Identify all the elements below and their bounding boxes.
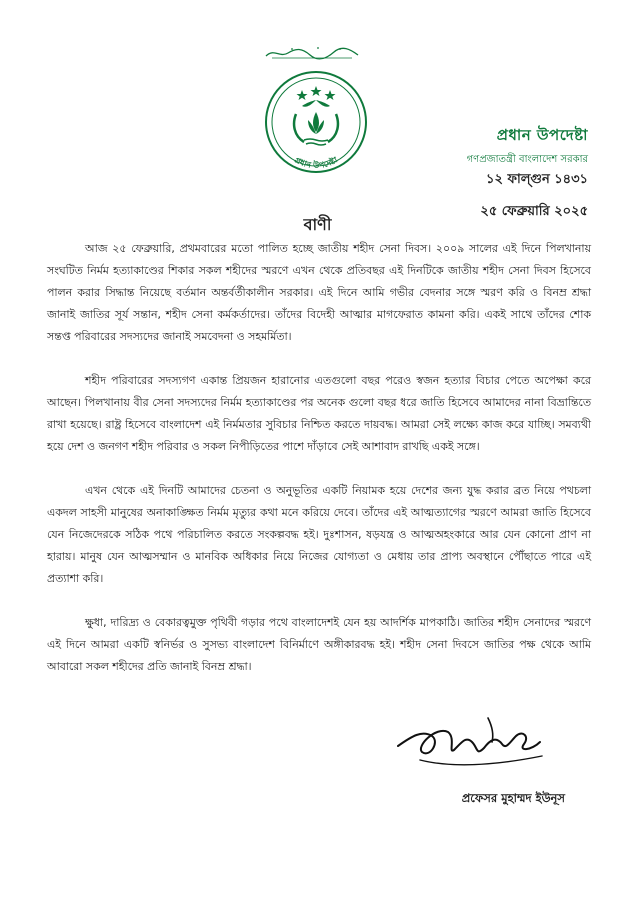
svg-text:প্রধান উপদেষ্টা [293, 154, 340, 170]
seal-text: প্রধান উপদেষ্টা [292, 155, 340, 171]
paragraph-1: আজ ২৫ ফেব্রুয়ারি, প্রথমবারের মতো পালিত হচ্ছে জাতীয় শহীদ সেনা দিবস। ২০০৯ সালের এই দিনে পিলখানায় সংঘটিত নির্মম হত্যাকাণ্ডের শিকার সকল শহীদের স্মরণে এখন থেকে প্রতিবছর এই দিনটিকে জাতীয় শহীদ সেনা দিবস হিসেবে পালন করার সিদ্ধান্ত নিয়েছে বর্তমান অন্তর্বর্তীকালীন সরকার। এই দিনে আমি গভীর বেদনার সঙ্গে স্মরণ করি ও বিনম্র শ্রদ্ধা জানাই জাতির সূর্য সন্তান, শহীদ সেনা কর্মকর্তাদের। তাঁদের বিদেহী আত্মার মাগফেরাত কামনা করি। একই সাথে তাঁদের শোক সন্তপ্ত পরিবারের সদস্যদের জানাই সমবেদনা ও সহমর্মিতা। [47, 242, 591, 343]
paragraph-3: এখন থেকে এই দিনটি আমাদের চেতনা ও অনুভূতির একটি নিয়ামক হয়ে দেশের জন্য যুদ্ধ করার ব্রত নিয়ে পথচলা একদল সাহসী মানুষের অনাকাঙ্ক্ষিত নির্মম মৃত্যুর কথা মনে করিয়ে দেবে। তাঁদের এই আত্মত্যাগের স্মরণে আমরা জাতি হিসেবে যেন নিজেদেরকে সঠিক পথে পরিচালিত করতে সংকল্পবদ্ধ হই। দুঃশাসন, ষড়যন্ত্র ও আত্মঅহংকারে আর যেন কোনো প্রাণ না হারায়। মানুষ যেন আত্মসম্মান ও মানবিক অধিকার নিয়ে নিজের যোগ্যতা ও মেধায় তার প্রাপ্য অবস্থানে পৌঁছাতে পারে এই প্রত্যাশা করি। [47, 484, 591, 585]
office-title: প্রধান উপদেষ্টা [496, 126, 588, 144]
office-subtitle: গণপ্রজাতন্ত্রী বাংলাদেশ সরকার [466, 154, 588, 165]
bangladesh-emblem-icon [262, 68, 370, 176]
bismillah-calligraphy [262, 44, 362, 62]
paragraph-4: ক্ষুধা, দারিদ্র্য ও বেকারত্বমুক্ত পৃথিবী গড়ার পথে বাংলাদেশই যেন হয় আদর্শিক মাপকাঠি। জাতির শহীদ সেনাদের স্মরণে এই দিনে আমরা একটি স্বনির্ভর ও সুসভ্য বাংলাদেশ বিনির্মাণে অঙ্গীকারবদ্ধ হই। শহীদ সেনা দিবসে জাতির পক্ষ থেকে আমি আবারো সকল শহীদের প্রতি জানাই বিনম্র শ্রদ্ধা। [47, 616, 591, 673]
letter-body [47, 238, 591, 700]
gregorian-date: ২৫ ফেব্রুয়ারি ২০২৫ [480, 204, 588, 219]
office-header [467, 124, 588, 169]
bangla-date: ১২ ফাল্গুন ১৪৩১ [486, 172, 588, 187]
signer-name: প্রফেসর মুহাম্মদ ইউনূস [461, 791, 565, 805]
handwritten-signature [392, 706, 552, 784]
paragraph-2: শহীদ পরিবারের সদস্যগণ একান্ত প্রিয়জন হারানোর এতগুলো বছর পরেও স্বজন হত্যার বিচার পেতে অপেক্ষা করে আছেন। পিলখানায় বীর সেনা সদস্যদের নির্মম হত্যাকাণ্ডের পর অনেক গুলো বছর ধরে জাতি হিসেবে আমাদের নানা বিভ্রান্তিতে রাখা হয়েছে। রাষ্ট্র হিসেবে বাংলাদেশ এই নির্মমতার সুবিচার নিশ্চিত করতে দায়বদ্ধ। আমরা সেই লক্ষ্যে কাজ করে যাচ্ছি। সমব্যথী হয়ে দেশ ও জনগণ শহীদ পরিবার ও সকল নিপীড়িতের পাশে দাঁড়াবে সেই আশাবাদ রাখছি একই সঙ্গে। [47, 374, 591, 453]
letter-heading: বাণী [303, 215, 332, 234]
